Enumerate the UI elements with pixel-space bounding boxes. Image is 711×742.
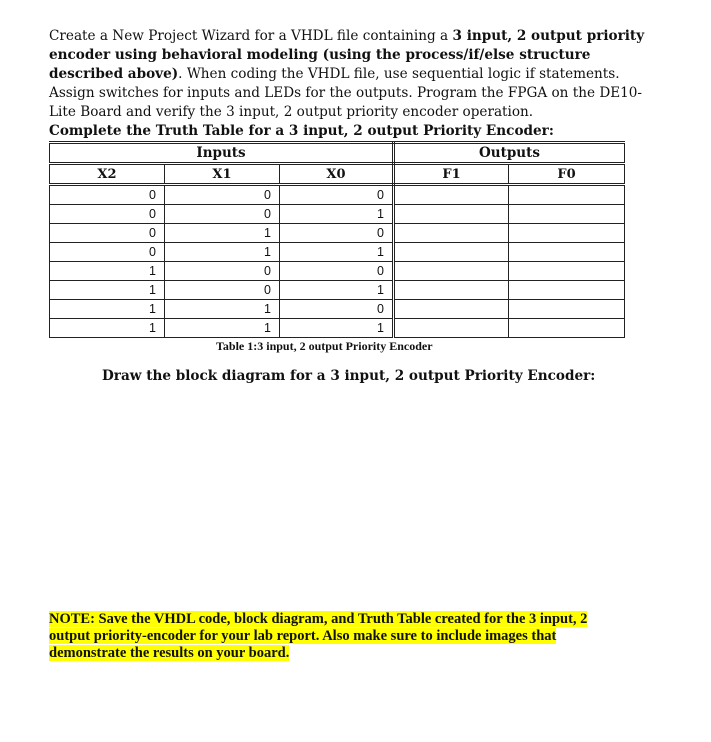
cell-f1[interactable]: [394, 281, 509, 300]
instructions-paragraph: [49, 27, 649, 141]
cell-x0: 0: [280, 300, 394, 319]
cell-f1[interactable]: [394, 300, 509, 319]
cell-x1: 0: [165, 281, 280, 300]
table-row: [50, 300, 625, 319]
table-row: [50, 262, 625, 281]
cell-f0[interactable]: [509, 262, 625, 281]
truth-table-instruction: Complete the Truth Table for a 3 input, 2 output Priority Encoder:: [49, 123, 554, 139]
cell-f0[interactable]: [509, 300, 625, 319]
cell-x0: 1: [280, 281, 394, 300]
truth-table: [49, 141, 625, 338]
cell-x2: 1: [50, 300, 165, 319]
cell-x0: 1: [280, 319, 394, 338]
cell-x2: 0: [50, 224, 165, 243]
cell-x2: 1: [50, 281, 165, 300]
cell-x2: 1: [50, 262, 165, 281]
intro-text-1: Create a New Project Wizard for a VHDL file containing a: [49, 28, 453, 44]
cell-x0: 0: [280, 262, 394, 281]
cell-f1[interactable]: [394, 205, 509, 224]
cell-x2: 0: [50, 243, 165, 262]
cell-f1[interactable]: [394, 185, 509, 205]
cell-f0[interactable]: [509, 185, 625, 205]
table-caption: Table 1:3 input, 2 output Priority Encoder: [216, 339, 433, 353]
block-diagram-heading: Draw the block diagram for a 3 input, 2 output Priority Encoder:: [102, 368, 596, 384]
table-row: [50, 281, 625, 300]
cell-f1[interactable]: [394, 224, 509, 243]
table-row: [50, 224, 625, 243]
cell-x0: 1: [280, 243, 394, 262]
cell-x2: 0: [50, 205, 165, 224]
col-f0: F0: [509, 164, 625, 185]
cell-x1: 0: [165, 262, 280, 281]
cell-x2: 1: [50, 319, 165, 338]
cell-x0: 1: [280, 205, 394, 224]
col-f1: F1: [394, 164, 509, 185]
cell-f0[interactable]: [509, 205, 625, 224]
intro-text-2: . When coding the VHDL file, use sequential logic if statements. Assign switches for inputs and LEDs for the outputs. Program the FPGA on the DE10-Lite Board and verify the 3 input, 2 output priority encoder operation.: [49, 66, 643, 120]
table-row: [50, 185, 625, 205]
cell-x1: 0: [165, 205, 280, 224]
note-box: [49, 611, 629, 662]
col-x1: X1: [165, 164, 280, 185]
cell-f1[interactable]: [394, 319, 509, 338]
cell-x1: 1: [165, 300, 280, 319]
table-row: [50, 205, 625, 224]
cell-x1: 1: [165, 224, 280, 243]
outputs-header: Outputs: [394, 143, 625, 164]
cell-x0: 0: [280, 185, 394, 205]
cell-x1: 1: [165, 319, 280, 338]
table-row: [50, 319, 625, 338]
cell-f1[interactable]: [394, 243, 509, 262]
col-x0: X0: [280, 164, 394, 185]
cell-x0: 0: [280, 224, 394, 243]
cell-f1[interactable]: [394, 262, 509, 281]
note-text: NOTE: Save the VHDL code, block diagram, and Truth Table created for the 3 input, 2 output priority-encoder for your lab report. Also make sure to include images that demonstrate the results on your board.: [49, 611, 588, 661]
inputs-header: Inputs: [50, 143, 394, 164]
cell-x2: 0: [50, 185, 165, 205]
cell-f0[interactable]: [509, 243, 625, 262]
cell-x1: 0: [165, 185, 280, 205]
intro-bold-1: 3 input, 2 output priority encoder using behavioral modeling (using the process/if/else structure described above): [49, 28, 645, 82]
cell-x1: 1: [165, 243, 280, 262]
cell-f0[interactable]: [509, 281, 625, 300]
cell-f0[interactable]: [509, 319, 625, 338]
table-row: [50, 243, 625, 262]
col-x2: X2: [50, 164, 165, 185]
cell-f0[interactable]: [509, 224, 625, 243]
